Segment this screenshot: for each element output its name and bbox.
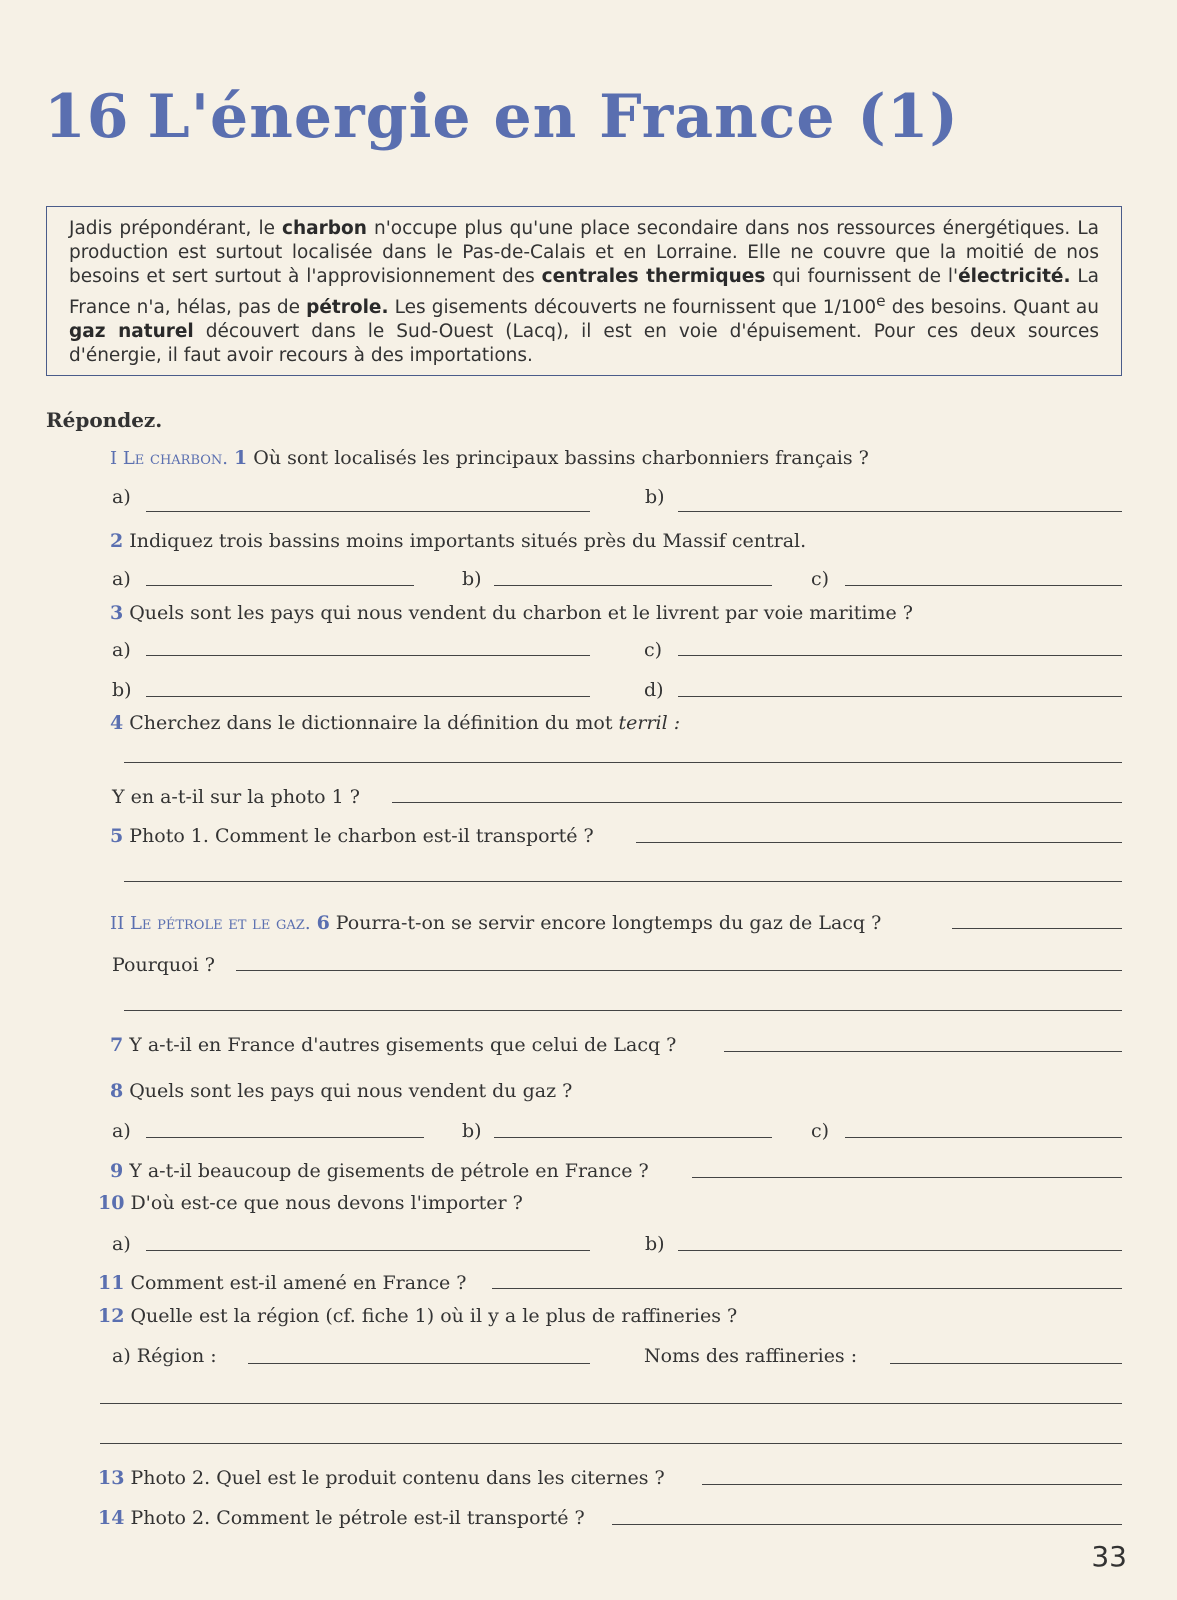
answer-line[interactable] — [124, 881, 1122, 882]
intro-text: des besoins. Quant au — [885, 297, 1099, 319]
question-3 — [110, 602, 913, 624]
question-12 — [98, 1305, 737, 1327]
region-label: a) Région : — [112, 1345, 217, 1367]
answer-line[interactable] — [890, 1363, 1122, 1364]
answer-label-d: d) — [644, 679, 664, 701]
question-number: 13 — [98, 1467, 125, 1489]
answer-line[interactable] — [702, 1484, 1122, 1485]
question-text: Photo 2. Quel est le produit contenu dans les citernes ? — [130, 1467, 665, 1489]
refineries-label: Noms des raffineries : — [644, 1345, 858, 1367]
question-number: 7 — [110, 1034, 124, 1056]
answer-line[interactable] — [845, 1137, 1122, 1138]
question-6 — [110, 912, 881, 934]
answer-line[interactable] — [146, 655, 590, 656]
question-number: 3 — [110, 602, 124, 624]
answer-label-a: a) — [112, 1233, 131, 1255]
answer-label-a: a) — [112, 486, 131, 508]
question-number: 14 — [98, 1507, 125, 1529]
section-1-label: I Le charbon. — [110, 448, 229, 469]
answer-line[interactable] — [146, 511, 590, 512]
intro-text: découvert dans le Sud-Ouest (Lacq), il est en voie d'épuisement. Pour ces deux sources d'énergie, il faut avoir recours à des importations. — [69, 321, 1099, 367]
question-14 — [98, 1507, 585, 1529]
question-text: Y a-t-il beaucoup de gisements de pétrole en France ? — [129, 1160, 649, 1182]
intro-sup: e — [876, 292, 886, 310]
question-number: 1 — [234, 447, 248, 469]
question-number: 8 — [110, 1080, 124, 1102]
answer-line[interactable] — [494, 1137, 772, 1138]
answer-line[interactable] — [678, 511, 1122, 512]
question-number: 6 — [316, 912, 330, 934]
answer-line[interactable] — [724, 1051, 1122, 1052]
question-text: Où sont localisés les principaux bassins charbonniers français ? — [253, 447, 869, 469]
chapter-number: 16 — [44, 82, 130, 152]
answer-label-b: b) — [112, 679, 132, 701]
chapter-title: L'énergie en France (1) — [147, 82, 959, 152]
answer-line[interactable] — [678, 1250, 1122, 1251]
answer-line[interactable] — [636, 842, 1122, 843]
question-6b: Pourquoi ? — [112, 954, 215, 976]
intro-text: n'occupe plus qu'une place secondaire dans nos ressources énergétiques. La production est surtout localisée dans le Pas-de-Calais et en Lorraine. Elle ne couvre que la moitié de nos besoins et sert surtout à l'approvisionnement des — [69, 218, 1099, 287]
answer-line[interactable] — [845, 585, 1122, 586]
question-text: Y a-t-il en France d'autres gisements que celui de Lacq ? — [129, 1034, 677, 1056]
answer-label-a: a) — [112, 568, 131, 590]
answer-line[interactable] — [678, 696, 1122, 697]
answer-line[interactable] — [100, 1443, 1122, 1444]
question-10 — [98, 1192, 523, 1214]
question-number: 11 — [98, 1272, 125, 1294]
answer-label-b: b) — [645, 1233, 665, 1255]
answer-label-c: c) — [811, 1120, 830, 1142]
answer-line[interactable] — [952, 928, 1122, 929]
question-4b: Y en a-t-il sur la photo 1 ? — [112, 786, 360, 808]
intro-paragraph — [69, 217, 1099, 368]
answer-label-c: c) — [644, 639, 663, 661]
question-7 — [110, 1034, 676, 1056]
answer-label-a: a) — [112, 1120, 131, 1142]
page-title — [44, 82, 959, 152]
question-8 — [110, 1080, 572, 1102]
answer-line[interactable] — [248, 1363, 590, 1364]
intro-bold: centrales thermiques — [541, 266, 766, 287]
answer-line[interactable] — [124, 1010, 1122, 1011]
intro-bold: gaz naturel — [69, 321, 194, 343]
instructions-heading: Répondez. — [46, 408, 163, 432]
question-text: Photo 1. Comment le charbon est-il transporté ? — [129, 825, 594, 847]
page-number: 33 — [1091, 1540, 1127, 1573]
answer-line[interactable] — [146, 585, 414, 586]
answer-label-b: b) — [645, 486, 665, 508]
question-2 — [110, 530, 806, 552]
question-text: Cherchez dans le dictionnaire la définition du mot — [129, 712, 619, 734]
answer-line[interactable] — [612, 1524, 1122, 1525]
intro-text: Les gisements découverts ne fournissent que 1/100 — [388, 297, 877, 319]
question-term: terril : — [618, 712, 681, 734]
answer-label-b: b) — [462, 1120, 482, 1142]
intro-box — [46, 206, 1122, 376]
answer-line[interactable] — [146, 696, 590, 697]
question-text: Photo 2. Comment le pétrole est-il transporté ? — [130, 1507, 585, 1529]
question-13 — [98, 1467, 665, 1489]
answer-line[interactable] — [146, 1250, 590, 1251]
question-text: Pourra-t-on se servir encore longtemps du gaz de Lacq ? — [335, 912, 882, 934]
answer-line[interactable] — [236, 970, 1122, 971]
question-1 — [110, 447, 869, 469]
question-5 — [110, 825, 594, 847]
answer-line[interactable] — [492, 1288, 1122, 1289]
answer-label-c: c) — [811, 568, 830, 590]
intro-bold: pétrole. — [306, 297, 389, 319]
question-number: 9 — [110, 1160, 124, 1182]
question-text: Quels sont les pays qui nous vendent du charbon et le livrent par voie maritime ? — [129, 602, 913, 624]
answer-line[interactable] — [692, 1177, 1122, 1178]
intro-text: qui fournissent de l' — [765, 266, 959, 287]
answer-line[interactable] — [392, 802, 1122, 803]
question-number: 10 — [98, 1192, 125, 1214]
question-11 — [98, 1272, 466, 1294]
question-4 — [110, 712, 680, 734]
answer-label-a: a) — [112, 639, 131, 661]
answer-line[interactable] — [494, 585, 772, 586]
question-number: 4 — [110, 712, 124, 734]
section-2-label: II Le pétrole et le gaz. — [110, 913, 311, 934]
intro-bold: électricité. — [958, 266, 1071, 287]
answer-line[interactable] — [146, 1137, 424, 1138]
answer-line[interactable] — [124, 762, 1122, 763]
question-text: Comment est-il amené en France ? — [130, 1272, 467, 1294]
answer-label-b: b) — [462, 568, 482, 590]
question-text: Quels sont les pays qui nous vendent du gaz ? — [129, 1080, 573, 1102]
question-9 — [110, 1160, 649, 1182]
intro-bold: charbon — [282, 218, 367, 239]
answer-line[interactable] — [678, 655, 1122, 656]
answer-line[interactable] — [100, 1403, 1122, 1404]
question-text: D'où est-ce que nous devons l'importer ? — [130, 1192, 523, 1214]
question-number: 12 — [98, 1305, 125, 1327]
question-text: Quelle est la région (cf. fiche 1) où il y a le plus de raffineries ? — [130, 1305, 738, 1327]
intro-text: La France n'a, hélas, pas de — [69, 266, 1099, 319]
question-number: 2 — [110, 530, 124, 552]
question-number: 5 — [110, 825, 124, 847]
question-text: Indiquez trois bassins moins importants situés près du Massif central. — [129, 530, 807, 552]
intro-text: Jadis prépondérant, le — [69, 218, 283, 239]
